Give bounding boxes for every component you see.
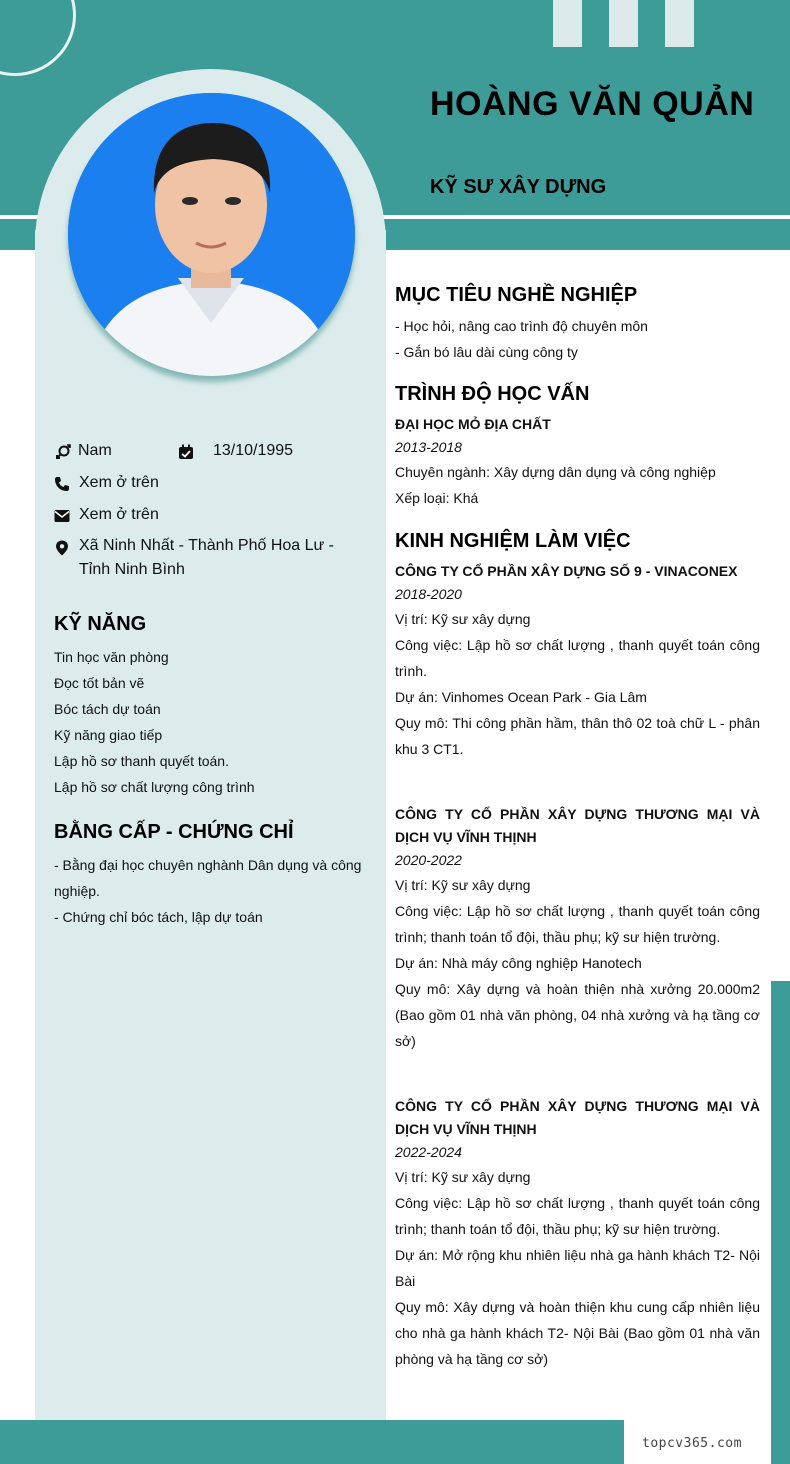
email-text: Xem ở trên	[79, 506, 159, 523]
envelope-icon	[54, 508, 70, 524]
job-project: Dự án: Nhà máy công nghiệp Hanotech	[395, 955, 642, 971]
job-position: Vị trí: Kỹ sư xây dựng	[395, 611, 531, 627]
avatar	[68, 93, 355, 376]
experience-heading: KINH NGHIỆM LÀM VIỆC	[395, 530, 631, 552]
objective-list	[395, 313, 760, 365]
education-heading: TRÌNH ĐỘ HỌC VẤN	[395, 383, 590, 405]
company-name: CÔNG TY CỔ PHẦN XÂY DỰNG THƯƠNG MẠI VÀ DỊCH VỤ VĨNH THỊNH	[395, 1098, 760, 1137]
experience-item	[395, 1095, 760, 1372]
job-duties: Công việc: Lập hồ sơ chất lượng , thanh quyết toán công trình; thanh toán tổ đội, thầu phụ; kỹ sư hiện trường.	[395, 1195, 760, 1237]
job-position: Vị trí: Kỹ sư xây dựng	[395, 877, 531, 893]
decorative-bar	[553, 0, 582, 47]
gender-icon	[55, 444, 71, 460]
skill-item: Đọc tốt bản vẽ	[54, 675, 145, 691]
job-project: Dự án: Mở rộng khu nhiên liệu nhà ga hành khách T2- Nội Bài	[395, 1247, 760, 1289]
job-scale: Quy mô: Xây dựng và hoàn thiện khu cung cấp nhiên liệu cho nhà ga hành khách T2- Nội Bài (Bao gồm 01 nhà văn phòng và hạ tầng cơ sở)	[395, 1299, 760, 1367]
education-grade: Xếp loại: Khá	[395, 490, 479, 506]
job-duties: Công việc: Lập hồ sơ chất lượng , thanh quyết toán công trình; thanh toán tổ đội, thầu phụ; kỹ sư hiện trường.	[395, 903, 760, 945]
certificates-heading: BẰNG CẤP - CHỨNG CHỈ	[54, 821, 294, 843]
job-scale: Quy mô: Xây dựng và hoàn thiện nhà xưởng 20.000m2 (Bao gồm 01 nhà văn phòng, 04 nhà xưởng và hạ tầng cơ sở)	[395, 981, 760, 1049]
map-pin-icon	[54, 540, 70, 556]
education-years: 2013-2018	[395, 439, 462, 455]
job-project: Dự án: Vinhomes Ocean Park - Gia Lâm	[395, 689, 647, 705]
phone-icon	[54, 476, 70, 492]
job-title: KỸ SƯ XÂY DỰNG	[430, 176, 607, 198]
watermark: topcv365.com	[642, 1436, 742, 1451]
experience-item	[395, 560, 760, 762]
job-years: 2018-2020	[395, 586, 462, 602]
objective-item: - Học hỏi, nâng cao trình độ chuyên môn	[395, 318, 648, 334]
skill-item: Bóc tách dự toán	[54, 701, 161, 717]
education-block	[395, 413, 760, 511]
right-accent-bar	[771, 981, 790, 1464]
certificate-item: - Chứng chỉ bóc tách, lập dự toán	[54, 909, 263, 925]
skill-item: Lập hồ sơ chất lượng công trình	[54, 779, 255, 795]
job-scale: Quy mô: Thi công phần hầm, thân thô 02 toà chữ L - phân khu 3 CT1.	[395, 715, 760, 757]
certificates-list	[54, 852, 369, 930]
experience-item	[395, 803, 760, 1054]
decorative-bar	[665, 0, 694, 47]
skill-item: Kỹ năng giao tiếp	[54, 727, 163, 743]
calendar-icon	[178, 444, 194, 460]
company-name: CÔNG TY CỔ PHẦN XÂY DỰNG THƯƠNG MẠI VÀ DỊCH VỤ VĨNH THỊNH	[395, 806, 760, 845]
job-years: 2020-2022	[395, 852, 462, 868]
gender-text: Nam	[78, 442, 112, 459]
job-duties: Công việc: Lập hồ sơ chất lượng , thanh quyết toán công trình.	[395, 637, 760, 679]
decorative-bar	[609, 0, 638, 47]
certificate-item: - Bằng đại học chuyên nghành Dân dụng và công nghiệp.	[54, 857, 362, 899]
skill-item: Tin học văn phòng	[54, 649, 169, 665]
skill-item: Lập hồ sơ thanh quyết toán.	[54, 753, 229, 769]
skills-list	[54, 644, 369, 800]
phone-text: Xem ở trên	[79, 474, 159, 491]
school-name: ĐẠI HỌC MỎ ĐỊA CHẤT	[395, 416, 551, 432]
footer-band	[0, 1420, 624, 1464]
full-name: HOÀNG VĂN QUẢN	[430, 85, 755, 123]
person-icon	[68, 93, 355, 376]
education-major: Chuyên ngành: Xây dựng dân dụng và công nghiệp	[395, 464, 716, 480]
objective-item: - Gắn bó lâu dài cùng công ty	[395, 344, 578, 360]
skills-heading: KỸ NĂNG	[54, 613, 147, 635]
address-text: Xã Ninh Nhất - Thành Phố Hoa Lư - Tỉnh Ninh Bình	[79, 537, 334, 578]
company-name: CÔNG TY CỔ PHẦN XÂY DỰNG SỐ 9 - VINACONEX	[395, 563, 738, 579]
birthdate-text: 13/10/1995	[213, 442, 294, 459]
job-years: 2022-2024	[395, 1144, 462, 1160]
objective-heading: MỤC TIÊU NGHỀ NGHIỆP	[395, 284, 638, 306]
job-position: Vị trí: Kỹ sư xây dựng	[395, 1169, 531, 1185]
